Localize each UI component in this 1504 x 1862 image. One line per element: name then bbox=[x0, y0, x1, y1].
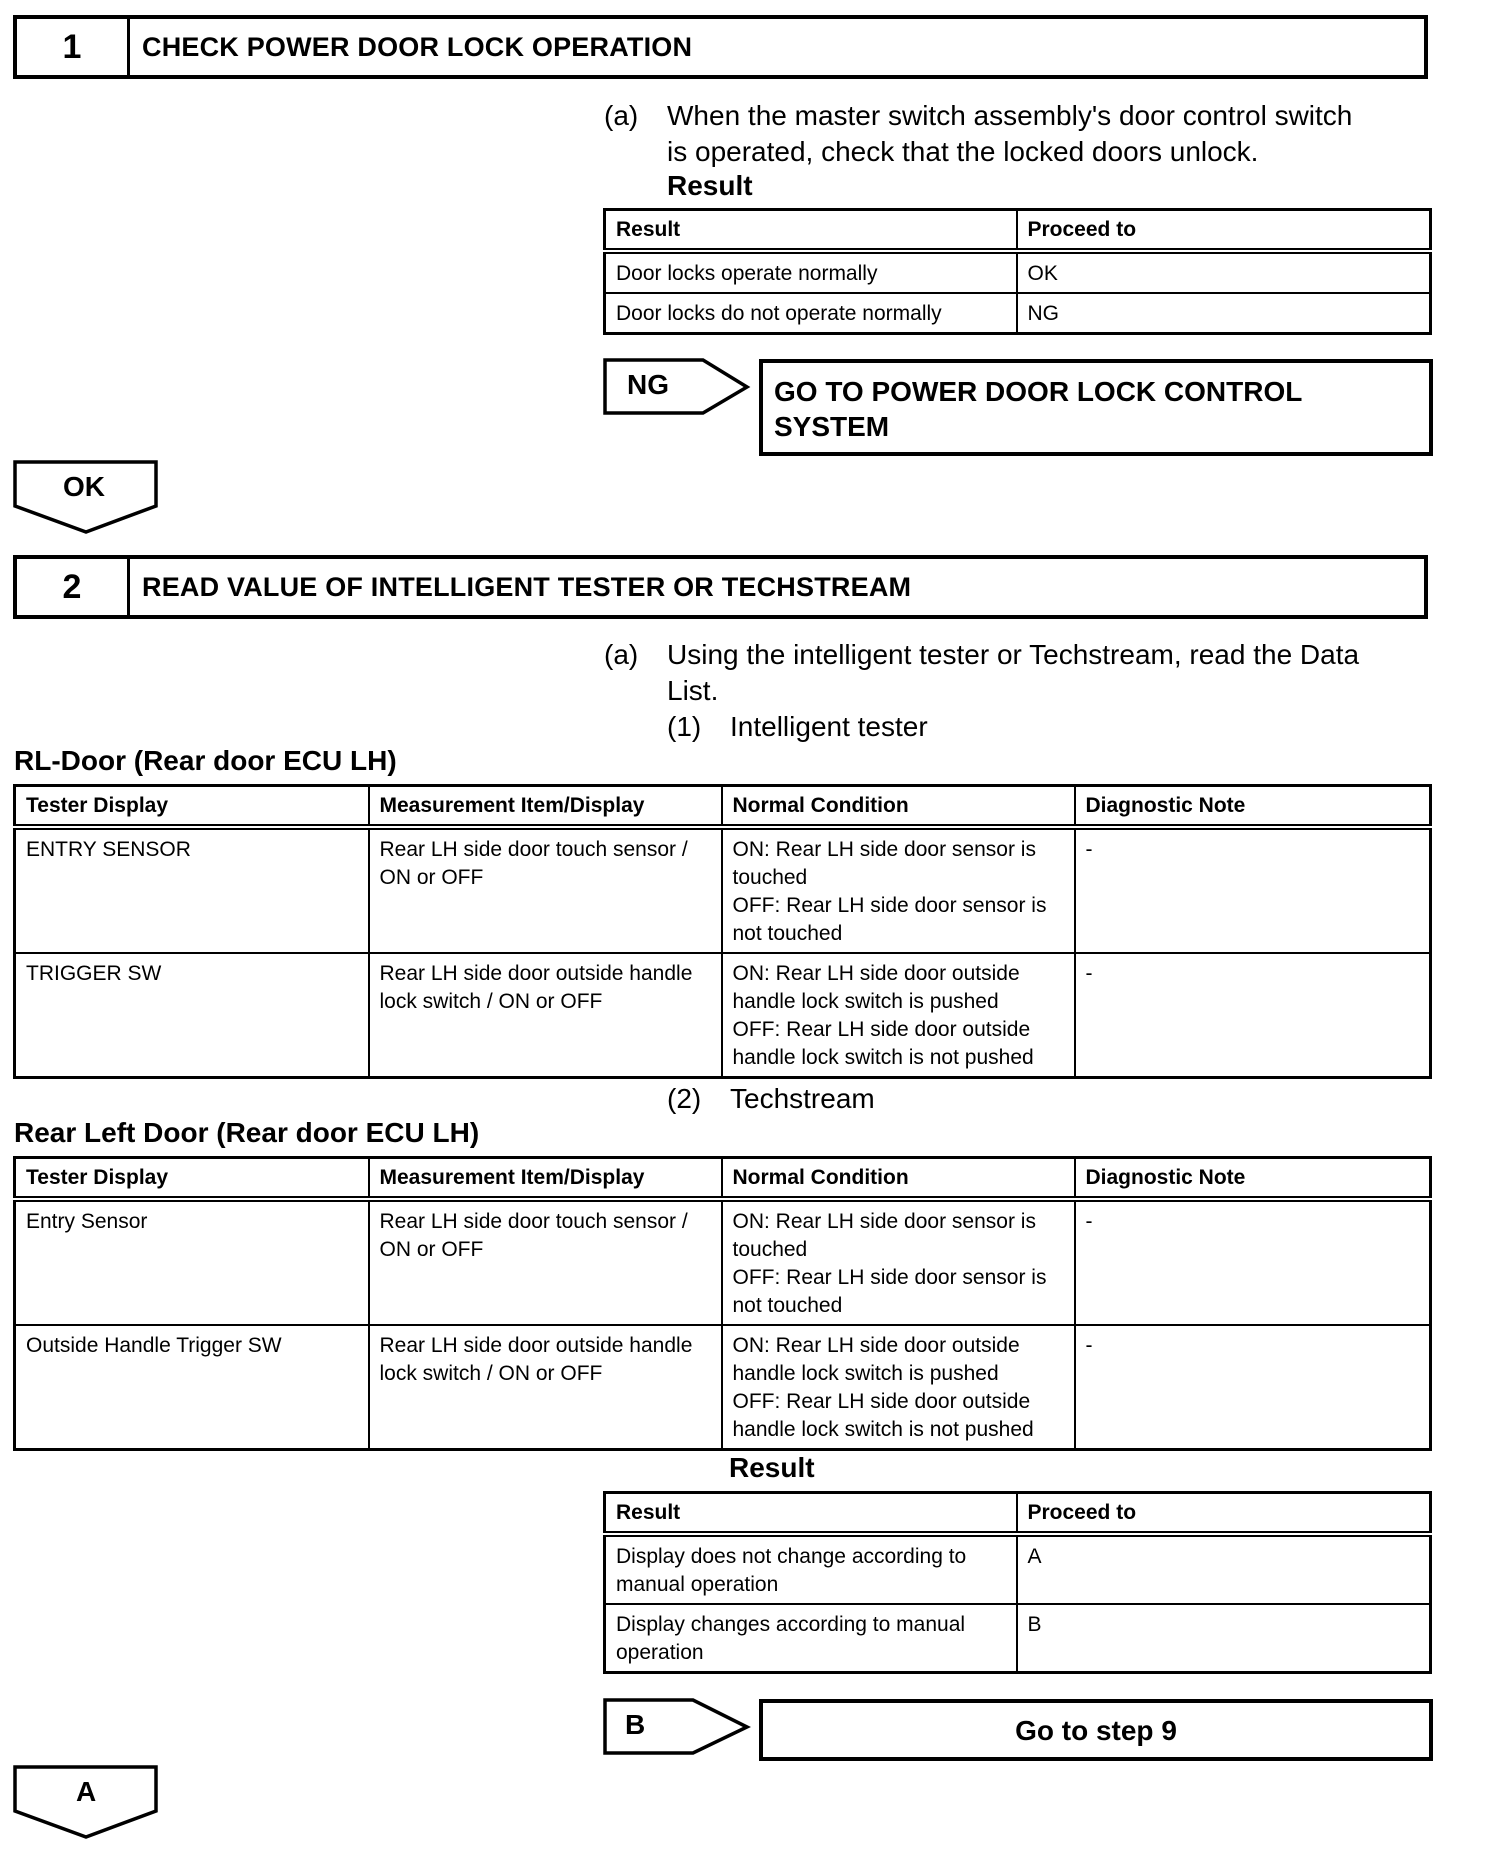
table-2-title: Rear Left Door (Rear door ECU LH) bbox=[14, 1117, 480, 1148]
ok-branch-arrow[interactable] bbox=[13, 459, 159, 535]
result-cell: Door locks do not operate normally bbox=[605, 293, 1017, 334]
instruction-line: Using the intelligent tester or Techstream, read the Data bbox=[667, 639, 1360, 670]
column-header: Normal Condition bbox=[722, 786, 1075, 828]
tester-display-cell: Entry Sensor bbox=[15, 1199, 369, 1325]
cell-line: ON: Rear LH side door sensor is bbox=[732, 1210, 1036, 1233]
sub-step-1 bbox=[667, 709, 1067, 745]
cell-line: OFF: Rear LH side door sensor is bbox=[732, 894, 1047, 917]
table-row bbox=[605, 251, 1431, 293]
cell-line: lock switch / ON or OFF bbox=[379, 990, 603, 1013]
cell-line: ON: Rear LH side door outside bbox=[732, 962, 1020, 985]
cell-line: manual operation bbox=[616, 1573, 779, 1596]
cell-line: ON: Rear LH side door outside bbox=[732, 1334, 1020, 1357]
cell-line: OFF: Rear LH side door outside bbox=[732, 1018, 1031, 1041]
target-text-line: GO TO POWER DOOR LOCK CONTROL bbox=[774, 376, 1303, 407]
step-2-instruction bbox=[604, 637, 1434, 717]
column-header: Measurement Item/Display bbox=[369, 786, 722, 828]
target-text-line: SYSTEM bbox=[774, 411, 890, 442]
b-target-box[interactable] bbox=[759, 1699, 1433, 1761]
proceed-cell: NG bbox=[1017, 293, 1431, 334]
result-heading: Result bbox=[729, 1452, 815, 1483]
measurement-cell bbox=[369, 1199, 722, 1325]
column-header: Measurement Item/Display bbox=[369, 1158, 722, 1200]
instruction-line: List. bbox=[667, 675, 719, 706]
column-header: Proceed to bbox=[1017, 210, 1431, 252]
sub-step-text: Intelligent tester bbox=[730, 711, 928, 742]
cell-line: touched bbox=[732, 866, 808, 889]
instruction-label: (a) bbox=[604, 100, 639, 131]
cell-line: handle lock switch is not pushed bbox=[732, 1418, 1034, 1441]
cell-line: Display does not change according to bbox=[616, 1545, 967, 1568]
target-text: Go to step 9 bbox=[1015, 1714, 1177, 1746]
tester-display-cell: Outside Handle Trigger SW bbox=[15, 1325, 369, 1450]
a-branch-arrow[interactable] bbox=[13, 1764, 159, 1840]
column-header: Result bbox=[605, 210, 1017, 252]
proceed-cell: OK bbox=[1017, 251, 1431, 293]
cell-line: not touched bbox=[732, 922, 843, 945]
table-row bbox=[15, 1325, 1431, 1450]
cell-line: Rear LH side door touch sensor / bbox=[379, 838, 688, 861]
branch-label: NG bbox=[627, 369, 669, 400]
normal-condition-cell bbox=[722, 953, 1075, 1078]
tester-display-cell: TRIGGER SW bbox=[15, 953, 369, 1078]
right-arrow-icon bbox=[603, 358, 751, 416]
table-header-row bbox=[15, 786, 1431, 828]
result-cell bbox=[605, 1534, 1017, 1604]
column-header: Diagnostic Note bbox=[1075, 1158, 1431, 1200]
step-1-header bbox=[13, 15, 1428, 79]
sub-step-2 bbox=[667, 1081, 1067, 1117]
tester-display-cell: ENTRY SENSOR bbox=[15, 827, 369, 953]
cell-line: OFF: Rear LH side door outside bbox=[732, 1390, 1031, 1413]
branch-label: A bbox=[76, 1776, 97, 1807]
cell-line: handle lock switch is pushed bbox=[732, 990, 999, 1013]
branch-label: OK bbox=[63, 471, 105, 502]
cell-line: handle lock switch is pushed bbox=[732, 1362, 999, 1385]
diagnostic-note-cell: - bbox=[1075, 827, 1431, 953]
step-number: 1 bbox=[17, 19, 130, 75]
table-row bbox=[15, 827, 1431, 953]
normal-condition-cell bbox=[722, 827, 1075, 953]
step-title: CHECK POWER DOOR LOCK OPERATION bbox=[142, 31, 693, 62]
cell-line: Rear LH side door outside handle bbox=[379, 962, 693, 985]
step-1-instruction bbox=[604, 98, 1434, 178]
table-header-row bbox=[605, 1493, 1431, 1535]
instruction-line: is operated, check that the locked doors unlock. bbox=[667, 136, 1259, 167]
table-row bbox=[15, 953, 1431, 1078]
measurement-cell bbox=[369, 827, 722, 953]
diagnostic-note-cell: - bbox=[1075, 1325, 1431, 1450]
column-header: Tester Display bbox=[15, 786, 369, 828]
step-number: 2 bbox=[17, 559, 130, 615]
ng-target-box[interactable] bbox=[759, 359, 1433, 456]
proceed-cell: B bbox=[1017, 1604, 1431, 1673]
column-header: Result bbox=[605, 1493, 1017, 1535]
step-1-result-table bbox=[603, 208, 1432, 335]
b-branch-arrow[interactable] bbox=[603, 1698, 751, 1756]
column-header: Diagnostic Note bbox=[1075, 786, 1431, 828]
result-heading: Result bbox=[667, 170, 753, 201]
cell-line: handle lock switch is not pushed bbox=[732, 1046, 1034, 1069]
cell-line: not touched bbox=[732, 1294, 843, 1317]
step-2-result-table bbox=[603, 1491, 1432, 1674]
rl-door-data-table bbox=[13, 784, 1432, 1079]
column-header: Normal Condition bbox=[722, 1158, 1075, 1200]
proceed-cell: A bbox=[1017, 1534, 1431, 1604]
column-header: Proceed to bbox=[1017, 1493, 1431, 1535]
measurement-cell bbox=[369, 1325, 722, 1450]
cell-line: lock switch / ON or OFF bbox=[379, 1362, 603, 1385]
instruction-label: (a) bbox=[604, 639, 639, 670]
normal-condition-cell bbox=[722, 1325, 1075, 1450]
cell-line: touched bbox=[732, 1238, 808, 1261]
table-row bbox=[605, 1534, 1431, 1604]
column-header: Tester Display bbox=[15, 1158, 369, 1200]
normal-condition-cell bbox=[722, 1199, 1075, 1325]
table-header-row bbox=[605, 210, 1431, 252]
cell-line: Rear LH side door outside handle bbox=[379, 1334, 693, 1357]
sub-step-label: (2) bbox=[667, 1083, 702, 1114]
cell-line: ON or OFF bbox=[379, 1238, 484, 1261]
diagnostic-note-cell: - bbox=[1075, 953, 1431, 1078]
measurement-cell bbox=[369, 953, 722, 1078]
table-header-row bbox=[15, 1158, 1431, 1200]
rear-left-door-data-table bbox=[13, 1156, 1432, 1451]
cell-line: Rear LH side door touch sensor / bbox=[379, 1210, 688, 1233]
table-row bbox=[15, 1199, 1431, 1325]
step-2-header bbox=[13, 555, 1428, 619]
table-row bbox=[605, 1604, 1431, 1673]
diagnostic-note-cell: - bbox=[1075, 1199, 1431, 1325]
step-title: READ VALUE OF INTELLIGENT TESTER OR TECHSTREAM bbox=[142, 571, 912, 602]
instruction-line: When the master switch assembly's door control switch bbox=[667, 100, 1353, 131]
cell-line: OFF: Rear LH side door sensor is bbox=[732, 1266, 1047, 1289]
table-1-title: RL-Door (Rear door ECU LH) bbox=[14, 745, 397, 776]
sub-step-text: Techstream bbox=[730, 1083, 875, 1114]
table-row bbox=[605, 293, 1431, 334]
branch-label: B bbox=[625, 1709, 646, 1740]
ng-branch-arrow[interactable] bbox=[603, 358, 751, 416]
cell-line: operation bbox=[616, 1641, 704, 1664]
cell-line: ON: Rear LH side door sensor is bbox=[732, 838, 1036, 861]
cell-line: Display changes according to manual bbox=[616, 1613, 966, 1636]
result-cell bbox=[605, 1604, 1017, 1673]
sub-step-label: (1) bbox=[667, 711, 702, 742]
cell-line: ON or OFF bbox=[379, 866, 484, 889]
result-cell: Door locks operate normally bbox=[605, 251, 1017, 293]
